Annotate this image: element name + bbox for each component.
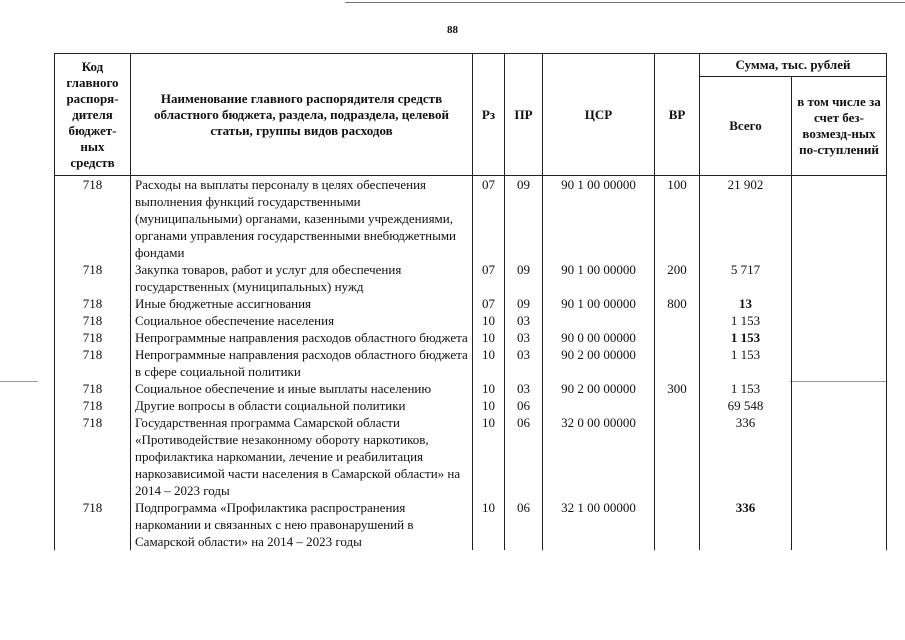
header-vr: ВР (655, 54, 700, 176)
row-code: 718 (55, 397, 131, 414)
row-total: 69 548 (700, 397, 792, 414)
row-gratuitous (792, 397, 887, 414)
row-rz: 10 (473, 499, 505, 550)
row-code: 718 (55, 346, 131, 380)
scan-mark-left (0, 381, 38, 382)
table-row (55, 261, 887, 295)
row-vr (655, 397, 700, 414)
row-total: 336 (700, 499, 792, 550)
header-csr: ЦСР (543, 54, 655, 176)
row-name: Иные бюджетные ассигнования (131, 295, 473, 312)
row-name: Другие вопросы в области социальной политики (131, 397, 473, 414)
row-pr: 06 (505, 499, 543, 550)
row-name: Социальное обеспечение и иные выплаты населению (131, 380, 473, 397)
row-csr: 90 1 00 00000 (543, 295, 655, 312)
table-row (55, 397, 887, 414)
row-vr (655, 346, 700, 380)
row-csr: 90 2 00 00000 (543, 346, 655, 380)
row-rz: 07 (473, 295, 505, 312)
row-vr (655, 329, 700, 346)
row-total: 1 153 (700, 380, 792, 397)
table-row (55, 499, 887, 550)
row-pr: 09 (505, 295, 543, 312)
row-code: 718 (55, 414, 131, 499)
row-total: 1 153 (700, 329, 792, 346)
row-pr: 06 (505, 414, 543, 499)
row-total: 13 (700, 295, 792, 312)
page-number: 88 (447, 24, 458, 36)
row-total: 5 717 (700, 261, 792, 295)
row-name: Социальное обеспечение населения (131, 312, 473, 329)
row-code: 718 (55, 499, 131, 550)
row-name: Непрограммные направления расходов областного бюджета в сфере социальной политики (131, 346, 473, 380)
row-pr: 06 (505, 397, 543, 414)
row-gratuitous (792, 261, 887, 295)
row-gratuitous (792, 346, 887, 380)
row-pr: 03 (505, 380, 543, 397)
row-gratuitous (792, 414, 887, 499)
header-sum-group: Сумма, тыс. рублей (700, 54, 887, 77)
row-name: Расходы на выплаты персоналу в целях обеспечения выполнения функций государственными (муниципальными) органами, казенными учреждениями, органами управления государственными внебюджетными фондами (131, 176, 473, 262)
header-rz: Рз (473, 54, 505, 176)
row-csr: 32 0 00 00000 (543, 414, 655, 499)
row-total: 336 (700, 414, 792, 499)
scan-edge-line (345, 2, 905, 3)
row-code: 718 (55, 261, 131, 295)
row-vr: 200 (655, 261, 700, 295)
row-csr (543, 312, 655, 329)
row-csr: 90 0 00 00000 (543, 329, 655, 346)
row-rz: 07 (473, 176, 505, 262)
row-rz: 10 (473, 414, 505, 499)
row-vr: 100 (655, 176, 700, 262)
row-pr: 09 (505, 261, 543, 295)
row-code: 718 (55, 380, 131, 397)
row-csr: 90 1 00 00000 (543, 176, 655, 262)
row-total: 1 153 (700, 312, 792, 329)
row-rz: 10 (473, 397, 505, 414)
row-rz: 10 (473, 346, 505, 380)
row-gratuitous (792, 176, 887, 262)
row-vr: 800 (655, 295, 700, 312)
table-row (55, 380, 887, 397)
budget-table (54, 53, 887, 550)
row-vr (655, 312, 700, 329)
row-gratuitous (792, 312, 887, 329)
row-vr: 300 (655, 380, 700, 397)
row-code: 718 (55, 295, 131, 312)
table-row (55, 312, 887, 329)
row-name: Государственная программа Самарской области «Противодействие незаконному обороту наркотиков, профилактика наркомании, лечение и реабилитация наркозависимой части населения в Самарской области» на 2014 – 2023 годы (131, 414, 473, 499)
table-row (55, 176, 887, 262)
row-rz: 07 (473, 261, 505, 295)
row-vr (655, 414, 700, 499)
table-row (55, 295, 887, 312)
row-csr: 90 2 00 00000 (543, 380, 655, 397)
table-row (55, 329, 887, 346)
table-row (55, 346, 887, 380)
row-pr: 03 (505, 346, 543, 380)
row-gratuitous (792, 380, 887, 397)
row-vr (655, 499, 700, 550)
row-gratuitous (792, 329, 887, 346)
header-total: Всего (700, 77, 792, 176)
row-gratuitous (792, 295, 887, 312)
header-code: Код главного распоря-дителя бюджет-ных средств (55, 54, 131, 176)
row-gratuitous (792, 499, 887, 550)
row-csr (543, 397, 655, 414)
row-code: 718 (55, 312, 131, 329)
row-code: 718 (55, 329, 131, 346)
row-rz: 10 (473, 312, 505, 329)
row-code: 718 (55, 176, 131, 262)
row-pr: 09 (505, 176, 543, 262)
row-csr: 90 1 00 00000 (543, 261, 655, 295)
row-total: 21 902 (700, 176, 792, 262)
table-body (55, 176, 887, 551)
table-row (55, 414, 887, 499)
row-pr: 03 (505, 329, 543, 346)
row-name: Непрограммные направления расходов областного бюджета (131, 329, 473, 346)
header-pr: ПР (505, 54, 543, 176)
row-total: 1 153 (700, 346, 792, 380)
row-name: Закупка товаров, работ и услуг для обеспечения государственных (муниципальных) нужд (131, 261, 473, 295)
header-gratuitous: в том числе за счет без-возмезд-ных по-ступлений (792, 77, 887, 176)
row-pr: 03 (505, 312, 543, 329)
row-rz: 10 (473, 380, 505, 397)
header-name: Наименование главного распорядителя средств областного бюджета, раздела, подраздела, целевой статьи, группы видов расходов (131, 54, 473, 176)
row-name: Подпрограмма «Профилактика распространения наркомании и связанных с нею правонарушений в Самарской области» на 2014 – 2023 годы (131, 499, 473, 550)
row-rz: 10 (473, 329, 505, 346)
row-csr: 32 1 00 00000 (543, 499, 655, 550)
